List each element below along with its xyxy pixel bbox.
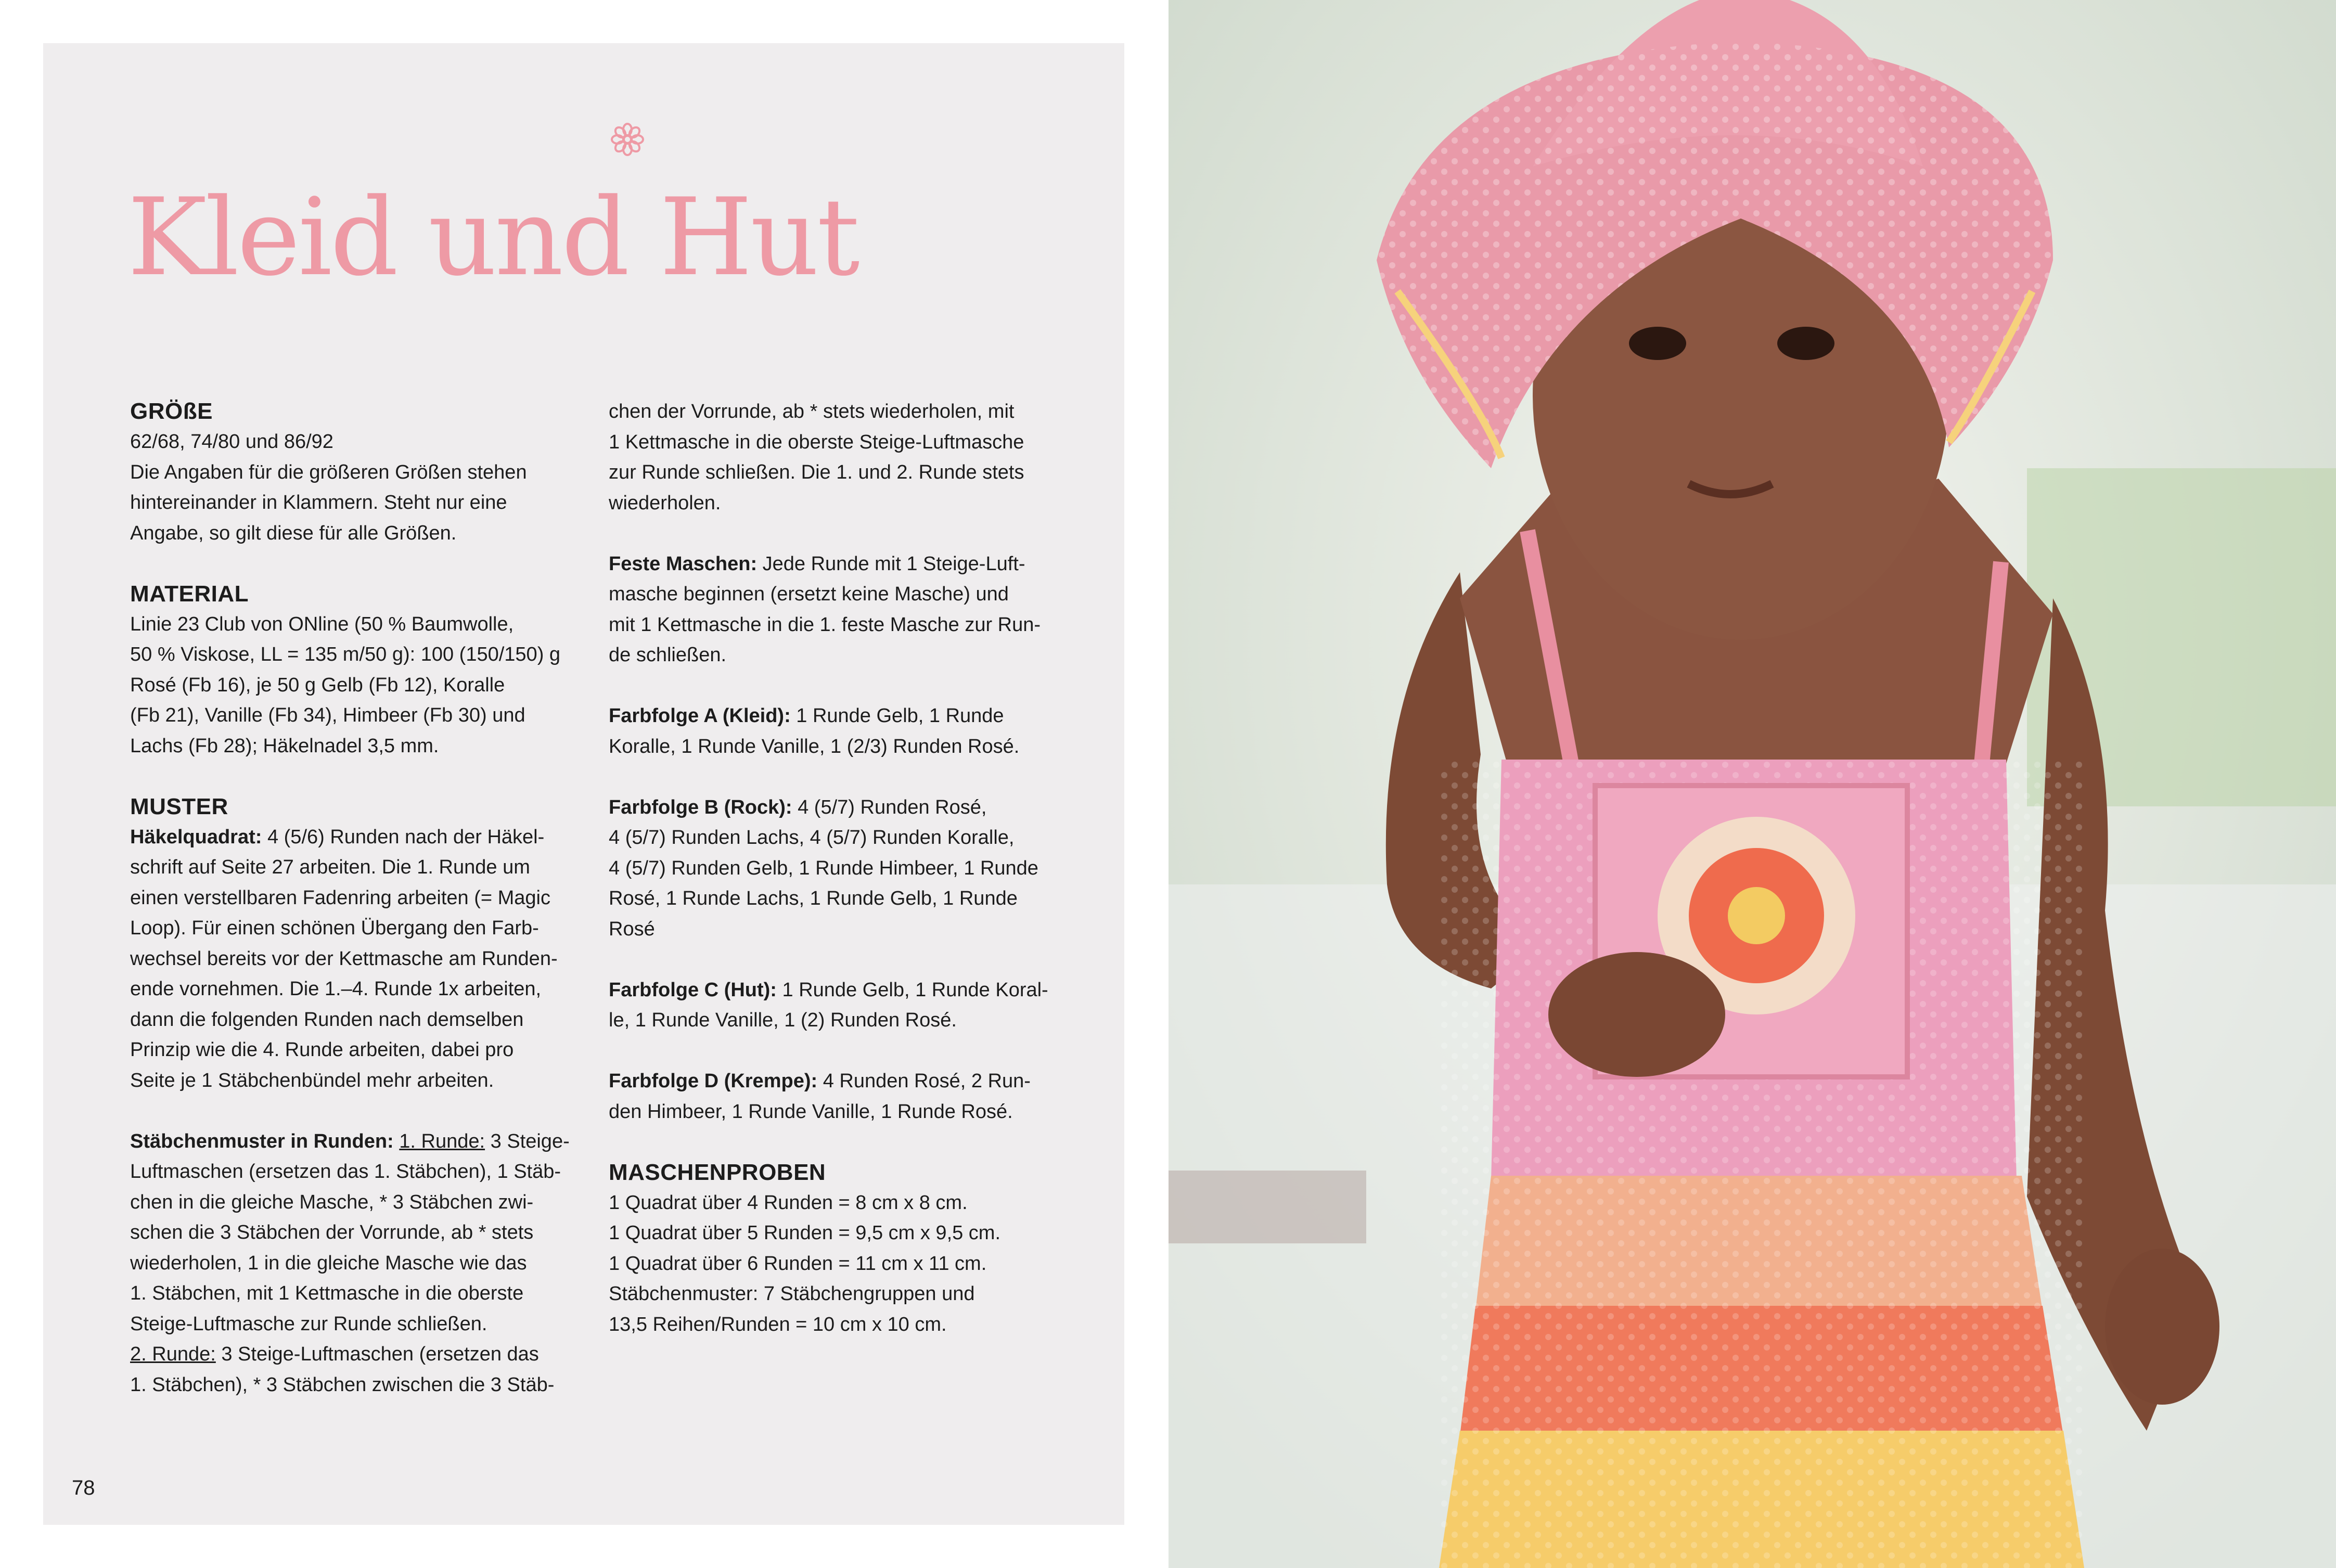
text-line: wiederholen. bbox=[609, 492, 721, 514]
term-label: Farbfolge B (Rock): bbox=[609, 796, 792, 818]
term-label: Farbfolge D (Krempe): bbox=[609, 1070, 818, 1092]
text-line: Steige-Luftmasche zur Runde schließen. bbox=[130, 1313, 487, 1335]
text-line: Seite je 1 Stäbchenbündel mehr arbeiten. bbox=[130, 1069, 494, 1091]
text-line: 1 Quadrat über 6 Runden = 11 cm x 11 cm. bbox=[609, 1252, 987, 1275]
section-heading-muster: MUSTER bbox=[130, 793, 228, 819]
text-line: wechsel bereits vor der Kettmasche am Runden- bbox=[130, 947, 558, 970]
text-line: Koralle, 1 Runde Vanille, 1 (2/3) Runden Rosé. bbox=[609, 735, 1020, 757]
text-line: 1 Quadrat über 4 Runden = 8 cm x 8 cm. bbox=[609, 1191, 968, 1214]
text-line: le, 1 Runde Vanille, 1 (2) Runden Rosé. bbox=[609, 1009, 957, 1031]
text-line: Linie 23 Club von ONline (50 % Baumwolle, bbox=[130, 613, 514, 635]
text-line bbox=[609, 549, 1056, 580]
section-heading-groesse: GRÖßE bbox=[130, 399, 213, 424]
text-line: 13,5 Reihen/Runden = 10 cm x 10 cm. bbox=[609, 1313, 947, 1335]
flower-icon bbox=[609, 121, 646, 158]
text-line: chen der Vorrunde, ab * stets wiederholen, mit bbox=[609, 401, 1015, 422]
text-line: chen in die gleiche Masche, * 3 Stäbchen zwi- bbox=[130, 1191, 534, 1213]
text-column-left bbox=[130, 396, 577, 1400]
text-line: Lachs (Fb 28); Häkelnadel 3,5 mm. bbox=[130, 735, 439, 757]
text-line: 62/68, 74/80 und 86/92 bbox=[130, 431, 333, 453]
text-line: Die Angaben für die größeren Größen stehen bbox=[130, 461, 527, 483]
text-span: 3 Steige- bbox=[485, 1130, 570, 1152]
text-span: 4 Runden Rosé, 2 Run- bbox=[817, 1070, 1031, 1092]
text-line: Prinzip wie die 4. Runde arbeiten, dabei pro bbox=[130, 1039, 514, 1061]
section-heading-material: MATERIAL bbox=[130, 581, 249, 607]
text-line: Stäbchenmuster: 7 Stäbchengruppen und bbox=[609, 1283, 975, 1305]
text-line bbox=[609, 701, 1056, 731]
photo-illustration bbox=[1169, 0, 2336, 1568]
text-span: 1 Runde Gelb, 1 Runde Koral- bbox=[776, 979, 1048, 1001]
section-heading-maschenproben: MASCHENPROBEN bbox=[609, 1159, 826, 1185]
text-line: masche beginnen (ersetzt keine Masche) und bbox=[609, 583, 1009, 605]
text-line: den Himbeer, 1 Runde Vanille, 1 Runde Rosé. bbox=[609, 1100, 1013, 1123]
text-span: 1 Runde Gelb, 1 Runde bbox=[790, 705, 1004, 727]
text-line bbox=[130, 1126, 577, 1157]
text-span: 4 (5/6) Runden nach der Häkel- bbox=[262, 826, 545, 848]
text-span: 3 Steige-Luftmaschen (ersetzen das bbox=[215, 1343, 539, 1365]
text-line: mit 1 Kettmasche in die 1. feste Masche zur Run- bbox=[609, 613, 1041, 636]
page-title: Kleid und Hut bbox=[127, 176, 858, 300]
text-line: 1 Kettmasche in die oberste Steige-Luftmasche bbox=[609, 431, 1024, 453]
text-line: Loop). Für einen schönen Übergang den Farb- bbox=[130, 917, 539, 939]
text-line bbox=[130, 822, 577, 853]
page-number: 78 bbox=[72, 1476, 95, 1499]
text-line bbox=[609, 1066, 1056, 1097]
text-span: Jede Runde mit 1 Steige-Luft- bbox=[757, 552, 1025, 575]
text-line: Angabe, so gilt diese für alle Größen. bbox=[130, 522, 457, 544]
text-line: Luftmaschen (ersetzen das 1. Stäbchen), 1 Stäb- bbox=[130, 1161, 561, 1183]
text-line: 1. Stäbchen), * 3 Stäbchen zwischen die 3 Stäb- bbox=[130, 1373, 555, 1396]
child-photo bbox=[1169, 0, 2336, 1568]
text-line: dann die folgenden Runden nach demselben bbox=[130, 1008, 524, 1031]
text-line: schen die 3 Stäbchen der Vorrunde, ab * stets bbox=[130, 1222, 534, 1243]
round-label: 1. Runde: bbox=[399, 1130, 485, 1152]
round-label: 2. Runde: bbox=[130, 1343, 216, 1365]
text-line bbox=[609, 975, 1056, 1006]
text-line: 4 (5/7) Runden Gelb, 1 Runde Himbeer, 1 Runde bbox=[609, 857, 1038, 879]
text-line: hintereinander in Klammern. Steht nur eine bbox=[130, 492, 507, 513]
text-line: 50 % Viskose, LL = 135 m/50 g): 100 (150/150) g bbox=[130, 644, 561, 665]
term-label: Stäbchenmuster in Runden: bbox=[130, 1130, 394, 1152]
term-label: Häkelquadrat: bbox=[130, 826, 262, 848]
text-line: wiederholen, 1 in die gleiche Masche wie das bbox=[130, 1252, 527, 1274]
term-label: Farbfolge C (Hut): bbox=[609, 979, 777, 1001]
text-span: 4 (5/7) Runden Rosé, bbox=[792, 796, 987, 818]
text-line: 4 (5/7) Runden Lachs, 4 (5/7) Runden Koralle, bbox=[609, 827, 1015, 849]
text-line: schrift auf Seite 27 arbeiten. Die 1. Runde um bbox=[130, 856, 530, 878]
text-line: Rosé (Fb 16), je 50 g Gelb (Fb 12), Koralle bbox=[130, 674, 505, 696]
text-line: (Fb 21), Vanille (Fb 34), Himbeer (Fb 30) und bbox=[130, 704, 525, 726]
term-label: Farbfolge A (Kleid): bbox=[609, 705, 791, 727]
text-line: de schließen. bbox=[609, 644, 727, 666]
text-line bbox=[609, 792, 1056, 823]
text-line: einen verstellbaren Fadenring arbeiten (= Magic bbox=[130, 886, 550, 909]
text-line: zur Runde schließen. Die 1. und 2. Runde stets bbox=[609, 461, 1024, 483]
text-line: 1 Quadrat über 5 Runden = 9,5 cm x 9,5 cm. bbox=[609, 1222, 1001, 1244]
term-label: Feste Maschen: bbox=[609, 552, 758, 575]
text-line: 1. Stäbchen, mit 1 Kettmasche in die oberste bbox=[130, 1282, 524, 1304]
text-line bbox=[130, 1339, 577, 1370]
text-line: ende vornehmen. Die 1.–4. Runde 1x arbeiten, bbox=[130, 978, 542, 1000]
text-line: Rosé, 1 Runde Lachs, 1 Runde Gelb, 1 Runde Rosé bbox=[609, 888, 1018, 940]
text-column-right bbox=[609, 396, 1056, 1340]
